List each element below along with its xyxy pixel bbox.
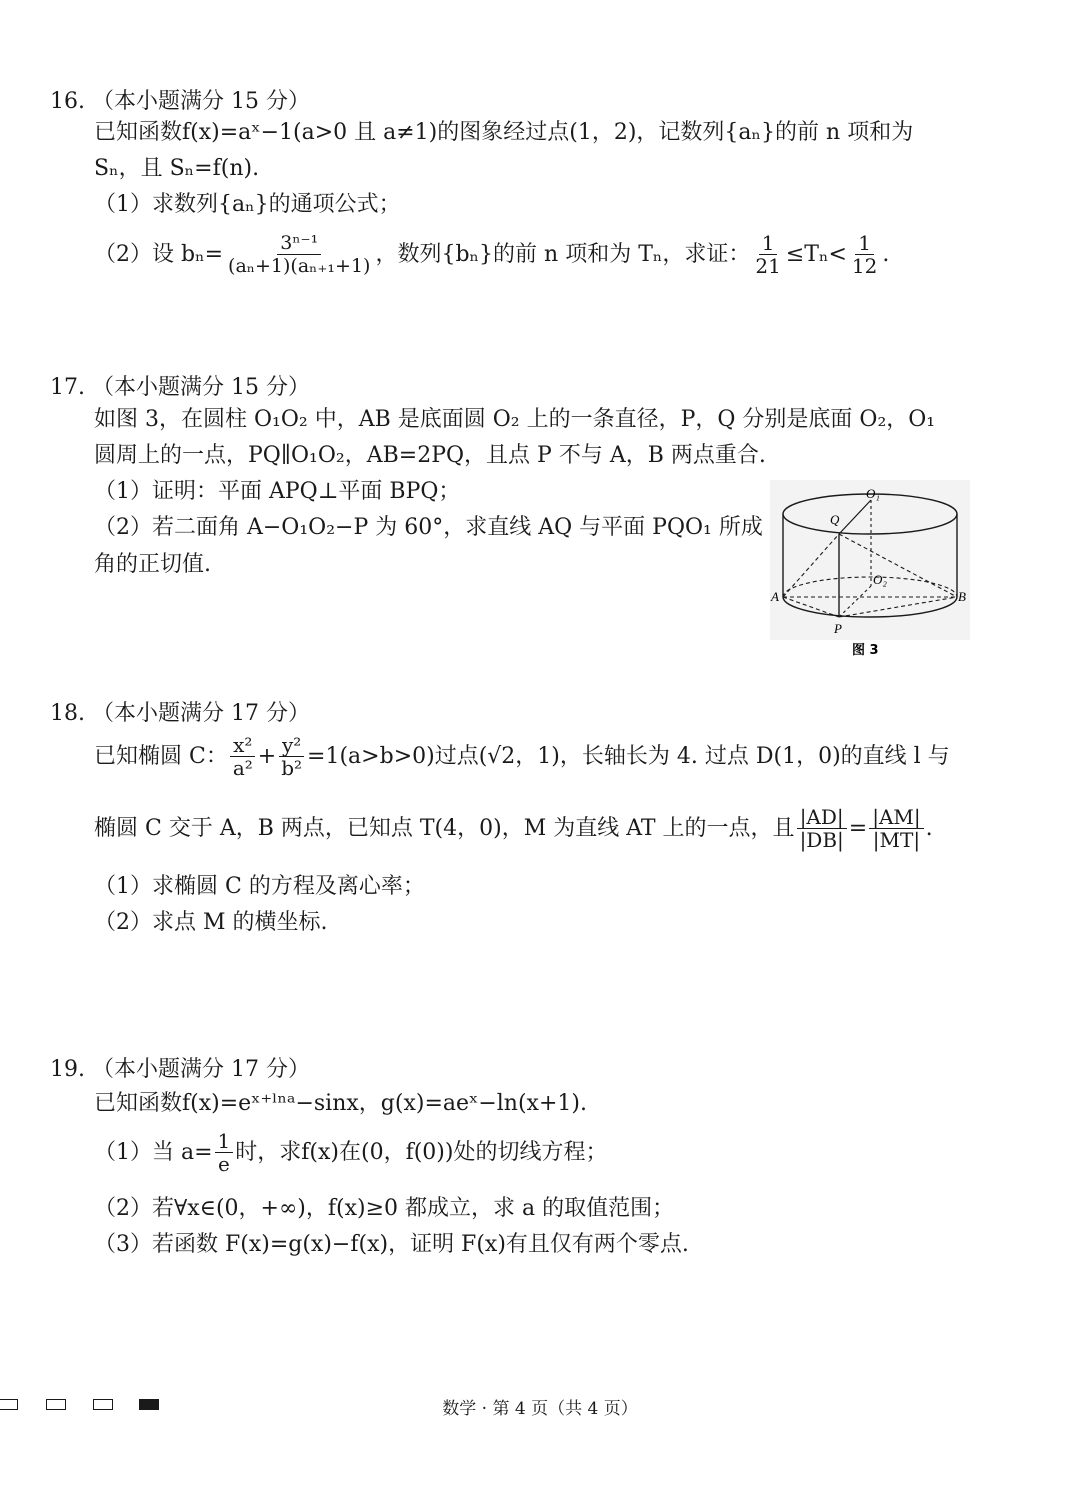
q18-equals: = <box>848 815 868 841</box>
q16-upper-num: 1 <box>855 232 874 255</box>
q16-part-2 <box>94 232 889 277</box>
q18-line-1 <box>94 734 950 779</box>
q18-x-den: a² <box>232 756 253 780</box>
q18-line-2 <box>94 806 933 851</box>
q19-a-num: 1 <box>215 1130 234 1153</box>
q16-lower-num: 1 <box>759 232 778 255</box>
q19-part-2: （2）若∀x∈(0，+∞)，f(x)≥0 都成立，求 a 的取值范围； <box>94 1196 675 1221</box>
q17-part-1: （1）证明：平面 APQ⊥平面 BPQ； <box>94 479 461 504</box>
q16-part-1: （1）求数列{aₙ}的通项公式； <box>94 192 401 217</box>
q17-part-2: （2）若二面角 A−O₁O₂−P 为 60°，求直线 AQ 与平面 PQO₁ 所成 <box>94 515 763 540</box>
q16-part-2-lead: （2）设 bₙ= <box>94 241 224 267</box>
q19-part-1-rest: 时，求f(x)在(0，f(0))处的切线方程； <box>235 1139 608 1165</box>
q16-lower-den: 21 <box>755 254 781 278</box>
q18-x-num: x² <box>230 734 255 757</box>
q18-line-1-rest: =1(a>b>0)过点(√2，1)，长轴长为 4. 过点 D(1，0)的直线 l 与 <box>307 743 950 769</box>
q18-ratio-1 <box>797 806 847 851</box>
q17-line-2: 圆周上的一点，PQ∥O₁O₂，AB=2PQ，且点 P 不与 A，B 两点重合. <box>94 443 766 468</box>
q18-line-2-lead: 椭圆 C 交于 A，B 两点，已知点 T(4，0)，M 为直线 AT 上的一点，且 <box>94 815 795 841</box>
label-O1: O₁ <box>866 486 880 501</box>
q16-bn-numerator: 3ⁿ⁻¹ <box>277 232 321 255</box>
q16-inequality: ≤Tₙ< <box>785 241 847 267</box>
q17-heading: 17. （本小题满分 15 分） <box>50 375 310 400</box>
label-A: A <box>771 589 779 604</box>
q18-ratio-2-num: |AM| <box>869 806 923 829</box>
figure-caption: 图 3 <box>852 643 879 658</box>
q19-a-fraction <box>215 1130 234 1175</box>
q16-part-2-middle: ，数列{bₙ}的前 n 项和为 Tₙ，求证： <box>375 241 751 267</box>
q19-a-den: e <box>217 1152 230 1176</box>
q16-upper-den: 12 <box>851 254 878 278</box>
q19-part-1-lead: （1）当 a= <box>94 1139 213 1165</box>
q19-heading: 19. （本小题满分 17 分） <box>50 1057 310 1082</box>
q18-ratio-2-den: |MT| <box>872 828 921 852</box>
q18-line-1-lead: 已知椭圆 C： <box>94 743 228 769</box>
q18-heading: 18. （本小题满分 17 分） <box>50 701 310 726</box>
q19-part-1 <box>94 1130 607 1175</box>
q17-part-2-cont: 角的正切值. <box>94 552 211 577</box>
q18-y-num: y² <box>279 734 304 757</box>
q18-end: . <box>925 815 933 841</box>
figure-3-cylinder <box>770 480 970 660</box>
q16-heading: 16. （本小题满分 15 分） <box>50 89 310 114</box>
q17-line-1: 如图 3，在圆柱 O₁O₂ 中，AB 是底面圆 O₂ 上的一条直径，P，Q 分别是底面 O₂，O₁ <box>94 407 936 432</box>
q18-x-fraction <box>230 734 256 779</box>
label-P: P <box>834 621 842 636</box>
q18-y-fraction <box>278 734 305 779</box>
q16-line-2: Sₙ，且 Sₙ=f(n). <box>94 156 260 181</box>
q18-part-2: （2）求点 M 的横坐标. <box>94 910 328 935</box>
q18-ratio-2 <box>869 806 923 851</box>
q16-end: . <box>882 241 890 267</box>
q18-plus: + <box>257 743 277 769</box>
q16-bn-fraction <box>225 232 373 277</box>
label-B: B <box>958 589 966 604</box>
q16-lower-bound-fraction <box>752 232 783 277</box>
q19-part-3: （3）若函数 F(x)=g(x)−f(x)，证明 F(x)有且仅有两个零点. <box>94 1232 689 1257</box>
page-footer: 数学 · 第 4 页（共 4 页） <box>442 1399 638 1419</box>
q19-line-1: 已知函数f(x)=eˣ⁺ˡⁿᵃ−sinx，g(x)=aeˣ−ln(x+1). <box>94 1091 587 1116</box>
label-Q: Q <box>830 512 840 527</box>
q16-upper-bound-fraction <box>849 232 880 277</box>
q18-ratio-1-den: |DB| <box>799 828 844 852</box>
q16-bn-denominator: (aₙ+1)(aₙ₊₁+1) <box>228 255 371 277</box>
q16-line-1: 已知函数f(x)=aˣ−1(a>0 且 a≠1)的图象经过点(1，2)，记数列{aₙ}的前 n 项和为 <box>94 120 914 145</box>
cylinder-diagram <box>770 480 970 660</box>
q18-part-1: （1）求椭圆 C 的方程及离心率； <box>94 874 425 899</box>
q18-y-den: b² <box>281 756 303 780</box>
q18-ratio-1-num: |AD| <box>797 806 847 829</box>
label-O2: O₂ <box>873 572 887 587</box>
